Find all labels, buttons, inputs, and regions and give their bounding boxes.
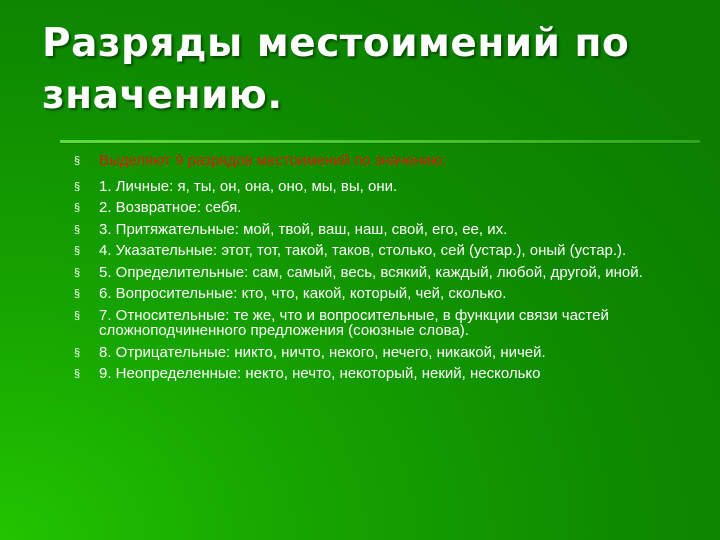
- section-bullet-icon: §: [74, 346, 81, 359]
- list-item-text: 1. Личные: я, ты, он, она, оно, мы, вы, они.: [99, 177, 398, 195]
- list-item-determinative: [74, 265, 674, 281]
- section-bullet-icon: §: [74, 202, 81, 214]
- list-item-text: 7. Относительные: те же, что и вопросительные, в функции связи частей сложноподчиненного предложения (союзные слова).: [99, 306, 609, 339]
- list-item-interrogative: [74, 286, 674, 302]
- slide-title: Разряды местоимений по значению.: [42, 21, 630, 118]
- section-bullet-icon: §: [74, 368, 81, 380]
- list-item-text: 5. Определительные: сам, самый, весь, всякий, каждый, любой, другой, иной.: [99, 263, 643, 281]
- section-bullet-icon: §: [74, 180, 81, 193]
- section-bullet-icon: §: [74, 245, 81, 257]
- section-bullet-icon: §: [74, 309, 81, 322]
- list-item-negative: [74, 345, 674, 361]
- list-item-indefinite: [74, 366, 674, 382]
- list-item-intro: [74, 153, 674, 169]
- list-item-text: 9. Неопределенные: некто, нечто, некоторый, некий, несколько: [99, 365, 541, 382]
- list-item-text: 6. Вопросительные: кто, что, какой, который, чей, сколько.: [99, 285, 507, 302]
- bullet-list: [74, 153, 674, 388]
- list-item-relative: [74, 308, 674, 339]
- list-item-text: 8. Отрицательные: никто, ничто, некого, нечего, никакой, ничей.: [99, 343, 546, 361]
- section-bullet-icon: §: [74, 155, 81, 167]
- list-item-possessive: [74, 222, 674, 238]
- list-item-text: Выделяют 9 разрядов местоимений по значению:: [99, 152, 447, 169]
- section-bullet-icon: §: [74, 223, 81, 236]
- title-divider: [60, 140, 700, 143]
- section-bullet-icon: §: [74, 288, 81, 300]
- list-item-text: 2. Возвратное: себя.: [99, 199, 242, 216]
- list-item-reflexive: [74, 200, 674, 216]
- list-item-personal: [74, 179, 674, 195]
- list-item-demonstrative: [74, 243, 674, 259]
- section-bullet-icon: §: [74, 266, 81, 279]
- list-item-text: 3. Притяжательные: мой, твой, ваш, наш, свой, его, ее, их.: [99, 220, 508, 238]
- list-item-text: 4. Указательные: этот, тот, такой, таков, столько, сей (устар.), оный (устар.).: [99, 242, 627, 259]
